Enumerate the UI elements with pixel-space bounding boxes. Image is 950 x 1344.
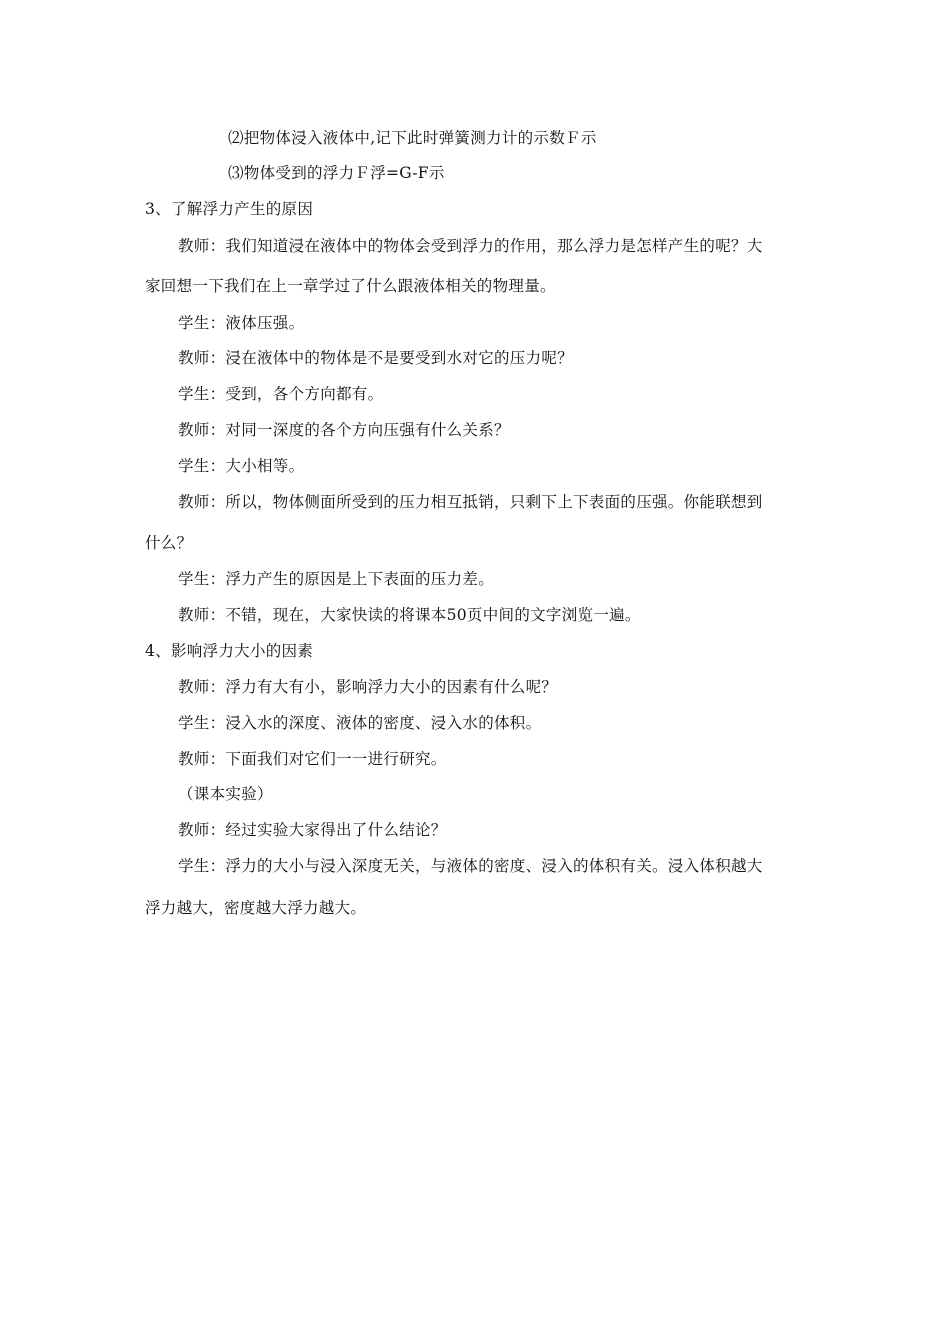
student-line: 学生：液体压强。 xyxy=(178,314,305,332)
teacher-line: 教师：经过实验大家得出了什么结论？ xyxy=(178,821,447,839)
teacher-line: 教师：不错，现在，大家快读的将课本50页中间的文字浏览一遍。 xyxy=(178,606,641,624)
teacher-line: 教师：我们知道浸在液体中的物体会受到浮力的作用，那么浮力是怎样产生的呢？大 xyxy=(178,237,763,255)
student-line: 学生：浸入水的深度、液体的密度、浸入水的体积。 xyxy=(178,714,542,732)
teacher-line: 教师：下面我们对它们一一进行研究。 xyxy=(178,750,447,768)
teacher-line-continuation: 家回想一下我们在上一章学过了什么跟液体相关的物理量。 xyxy=(145,277,556,295)
student-line-continuation: 浮力越大，密度越大浮力越大。 xyxy=(145,899,367,917)
student-line: 学生：浮力的大小与浸入深度无关，与液体的密度、浸入的体积有关。浸入体积越大 xyxy=(178,857,763,875)
teacher-line: 教师：浸在液体中的物体是不是要受到水对它的压力呢？ xyxy=(178,349,574,367)
student-line: 学生：受到，各个方向都有。 xyxy=(178,385,384,403)
teacher-line: 教师：所以，物体侧面所受到的压力相互抵销，只剩下上下表面的压强。你能联想到 xyxy=(178,493,763,511)
step-3-line: ⑶物体受到的浮力Ｆ浮=G-F示 xyxy=(228,164,445,182)
section-heading-3: 3、了解浮力产生的原因 xyxy=(145,200,314,218)
step-2-line: ⑵把物体浸入液体中,记下此时弹簧测力计的示数Ｆ示 xyxy=(228,129,597,147)
student-line: 学生：浮力产生的原因是上下表面的压力差。 xyxy=(178,570,495,588)
teacher-line: 教师：浮力有大有小，影响浮力大小的因素有什么呢？ xyxy=(178,678,558,696)
experiment-note: （课本实验） xyxy=(178,785,273,803)
teacher-line-continuation: 什么？ xyxy=(145,534,193,552)
teacher-line: 教师：对同一深度的各个方向压强有什么关系？ xyxy=(178,421,510,439)
section-heading-4: 4、影响浮力大小的因素 xyxy=(145,642,314,660)
student-line: 学生：大小相等。 xyxy=(178,457,305,475)
